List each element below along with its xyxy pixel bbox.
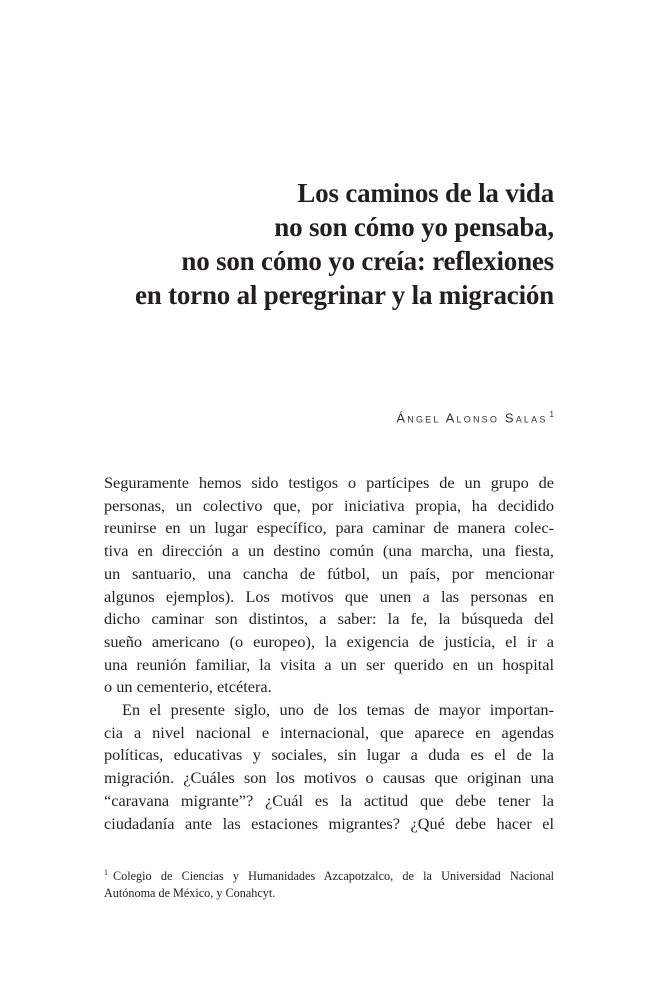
text-line: “caravana migrante”? ¿Cuál es la actitud que debe tener la bbox=[104, 790, 554, 810]
text-line: o un cementerio, etcétera. bbox=[104, 677, 272, 697]
text-line: políticas, educativas y sociales, sin lugar a duda es el de la bbox=[104, 745, 554, 765]
text-line: migración. ¿Cuáles son los motivos o causas que originan una bbox=[104, 768, 554, 788]
title-line: en torno al peregrinar y la migración bbox=[134, 280, 554, 310]
author-byline bbox=[396, 410, 554, 425]
text-line: cia a nivel nacional e internacional, que aparece en agendas bbox=[104, 722, 554, 742]
title-line: no son cómo yo pensaba, bbox=[274, 212, 554, 242]
text-line: ciudadanía ante las estaciones migrantes? ¿Qué debe hacer el bbox=[104, 813, 554, 833]
title-line: Los caminos de la vida bbox=[297, 178, 554, 208]
text-line: tiva en dirección a un destino común (una marcha, una fiesta, bbox=[104, 541, 554, 561]
text-line: Seguramente hemos sido testigos o partícipes de un grupo de bbox=[104, 473, 554, 492]
footnote-line bbox=[104, 864, 554, 885]
text-line: personas, un colectivo que, por iniciativa propia, ha decidido bbox=[104, 495, 554, 515]
paragraph bbox=[104, 699, 554, 835]
chapter-title bbox=[74, 176, 554, 312]
body-text bbox=[104, 472, 554, 835]
text-line: reunirse en un lugar específico, para caminar de manera colec- bbox=[104, 518, 554, 538]
footnote-text: Colegio de Ciencias y Humanidades Azcapotzalco, de la Universidad Nacional bbox=[113, 869, 554, 884]
text-line: sueño americano (o europeo), la exigencia de justicia, el ir a bbox=[104, 631, 554, 651]
text-line: una reunión familiar, la visita a un ser querido en un hospital bbox=[104, 654, 554, 674]
text-line: algunos ejemplos). Los motivos que unen a las personas en bbox=[104, 586, 554, 606]
footnote-reference[interactable]: 1 bbox=[549, 410, 554, 419]
footnote-mark: 1 bbox=[104, 868, 108, 877]
text-line: dicho caminar son distintos, a saber: la fe, la búsqueda del bbox=[104, 609, 554, 629]
text-line: En el presente siglo, uno de los temas de mayor importan- bbox=[122, 700, 554, 720]
title-line: no son cómo yo creía: reflexiones bbox=[181, 246, 554, 276]
author-name: Ángel Alonso Salas bbox=[396, 410, 548, 426]
text-line: un santuario, una cancha de fútbol, un país, por mencionar bbox=[104, 563, 554, 583]
footnote bbox=[104, 864, 554, 902]
footnote-line: Autónoma de México, y Conahcyt. bbox=[104, 886, 276, 901]
paragraph bbox=[104, 472, 554, 699]
